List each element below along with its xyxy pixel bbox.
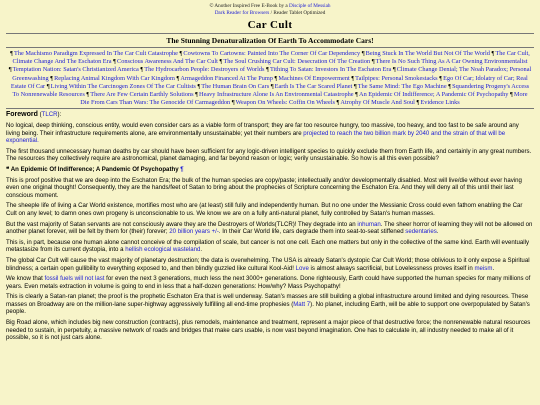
toc-pilcrow: ¶ xyxy=(274,74,278,82)
toc-pilcrow: ¶ xyxy=(113,58,116,66)
projection-link[interactable]: projected to reach the two billion mark by 2040 and the strain of that will be exponential. xyxy=(6,129,506,145)
toc-link[interactable]: Replacing Animal Kingdom With Car Kingdom xyxy=(54,74,175,82)
paragraph xyxy=(6,293,534,316)
toc-pilcrow: ¶ xyxy=(355,91,359,99)
toc-link[interactable]: The Car Cult, Climate Change And The Eschaton Era xyxy=(12,50,530,66)
page-subtitle: The Stunning Denaturalization Of Earth To Accommodate Cars! xyxy=(166,36,374,45)
pilcrow-link[interactable]: ¶ xyxy=(180,165,184,173)
matt-7-link[interactable]: Matt 7 xyxy=(293,300,311,308)
quote-marker: ❝ xyxy=(6,165,10,173)
paragraph xyxy=(6,122,534,145)
toc-pilcrow: ¶ xyxy=(392,66,396,74)
inhuman-link[interactable]: inhuman xyxy=(357,220,381,228)
toc-pilcrow: ¶ xyxy=(270,82,274,90)
toc-link[interactable]: Weapon On Wheels: Coffin On Wheels xyxy=(235,99,335,107)
toc-link[interactable]: Machines Of Empowerment xyxy=(278,74,350,82)
toc-link[interactable]: The Machismo Paradigm Expressed In The Car Cult Catastrophe xyxy=(14,50,178,57)
wasteland-link[interactable]: hellish ecological wasteland xyxy=(125,246,201,254)
text: . xyxy=(436,228,439,236)
text: . xyxy=(492,264,495,272)
toc-link[interactable]: Temptation Nation: Satan's Christianized America xyxy=(12,66,139,74)
toc-link[interactable]: Ego Of Car; Idolatry of Car; Real Estate Of Car xyxy=(10,74,528,90)
toc-link[interactable]: Climate Change Denial; The Noah Paradox; Personal Greenwashing xyxy=(12,66,532,82)
text: But the vast majority of Satan servants are not consciously aware they are the Destroyers of Worlds(TLCR)! They degrade into an xyxy=(6,220,358,228)
toc-link[interactable]: There Are Few Certain Earthly Solutions xyxy=(90,91,194,99)
billion-years-link[interactable]: 20 billion years +/- xyxy=(169,228,219,236)
love-link[interactable]: Love xyxy=(295,264,309,272)
credit-text: © Another Inspired Free E-Book by a xyxy=(209,3,290,9)
divider xyxy=(6,47,534,48)
toc-pilcrow: ¶ xyxy=(371,58,375,66)
toc-pilcrow: ¶ xyxy=(140,66,144,74)
dark-reader-link[interactable]: Dark Reader for Browsers xyxy=(214,9,270,16)
text: for even the next 3 generations, much less the next 3000+ generations. Done righteously, Earth could have supported the human species for many millions of years. Even metals extraction in volume is going to end in less that a half-dozen generations: How/why? Mass Psychopathy! xyxy=(6,275,531,290)
toc-link[interactable]: There Is No Such Thing As A Car Owning Environmentalist xyxy=(375,58,528,66)
fossil-fuels-link[interactable]: fossil fuels will not last xyxy=(44,275,105,283)
toc-pilcrow: ¶ xyxy=(195,91,199,99)
toc-link[interactable]: Conscious Awareness And The Car Cult xyxy=(117,58,218,66)
toc-pilcrow: ¶ xyxy=(416,99,420,107)
meism-link[interactable]: meism xyxy=(474,264,493,272)
toc-link[interactable]: Living Within The Carcinogen Zones Of The Car Cultists xyxy=(50,82,196,90)
toc-pilcrow: ¶ xyxy=(439,74,443,82)
toc-link[interactable]: Atrophy Of Muscle And Soul xyxy=(340,99,415,107)
text: The global Car Cult will cause the vast majority of planetary destruction; the data is overwhelming. The USA is already Satan's dystopic Car Cult World; those oblivious to it only expose a Spiritual blindness; a certain open gullibility to everything exposed to, and then blindly guzzled like cultural Kool-Aid! xyxy=(6,256,530,272)
text: . xyxy=(200,246,203,254)
paragraph: The sheeple life of living a Car World existence, mortifies most who are (at least) still fully and independently human. But no one under the Messianic Cross could even fathom enabling the Car Cult on any level; to damn ones own progeny is unconscionable to us. We know we are on a fully anti-natural planet, fully controlled by Satan's human masses. xyxy=(6,202,523,217)
tlcr-link[interactable]: TLCR xyxy=(41,111,58,119)
table-of-contents xyxy=(6,50,534,107)
text: This is clearly a Satan-ran planet; the proof is the prophetic Eschaton Era that is well underway. Satan's masses are still building a global infrastructure around limited and dying resources. These masses on Broadway are on the million-lane super-highway aggressively fulfilling all end-time prophesies ( xyxy=(6,293,529,308)
toc-pilcrow: ¶ xyxy=(179,50,183,57)
toc-pilcrow: ¶ xyxy=(336,99,340,107)
toc-link[interactable]: An Epidemic Of Indifference; A Pandemic Of Psychopathy xyxy=(359,91,509,99)
section-heading xyxy=(6,166,534,174)
paragraph: This is proof positive that we are deep into the Eschaton Era; the bulk of the human species are copy/paste; intellectually and/or developmentally disabled. Most will live/die without ever having even one original thought! Consequently, they are the hands/feet of Satan to bring about the prophecies of Scripture concerning the Eschaton Era. And they will deny all of this until their last conscious moment. xyxy=(6,176,522,199)
toc-link[interactable]: The Hydrocarbon People: Destroyers of Worlds xyxy=(144,66,265,74)
section-title: An Epidemic Of Indifference; A Pandemic Of Psychopathy xyxy=(9,165,181,173)
divider xyxy=(6,33,534,34)
paren: ( xyxy=(37,111,42,119)
toc-pilcrow: ¶ xyxy=(50,74,54,82)
toc-pilcrow: ¶ xyxy=(448,82,452,90)
toc-pilcrow: ¶ xyxy=(266,66,269,74)
toc-link[interactable]: Heavy Infrastructure Alone Is An Environmental Catastrophe xyxy=(199,91,354,99)
paragraph xyxy=(6,257,534,272)
paragraph xyxy=(6,239,534,254)
toc-pilcrow: ¶ xyxy=(8,66,12,74)
foreword-label: Foreword xyxy=(6,111,38,119)
text: We know that xyxy=(6,275,45,283)
credit-block xyxy=(6,3,534,16)
divider xyxy=(6,108,534,109)
text: . In their Car World life, cars degrade them into seat-to-seat stiffened xyxy=(218,228,406,236)
toc-link[interactable]: Tailpipes: Personal Smokestacks xyxy=(355,74,438,82)
toc-pilcrow: ¶ xyxy=(46,82,50,90)
foreword-heading xyxy=(6,111,534,119)
toc-pilcrow: ¶ xyxy=(219,58,223,66)
text: No logical, deep thinking, conscious entity, would even consider cars as a viable form of transport; they are far too resource hungry, too massive, too heavy, and too fast to be safe around any living being. Their infrastructure requirements alone, are environmentally unsustainable; yet their numbers are xyxy=(6,122,519,137)
toc-pilcrow: ¶ xyxy=(197,82,201,90)
toc-link[interactable]: More Die From Cars Than Wars: The Genocide Of Carmageddon xyxy=(80,91,528,107)
article-body xyxy=(6,111,534,341)
text: This is, in part, because one human alone cannot conceive of the compilation of scale, but cancer is not one cell. Each one matters but only in the collective of the same kind. Earth will eventually metastasize from its current dystopia, into a xyxy=(6,238,530,254)
toc-link[interactable]: The Same Mind: The Ego Machine xyxy=(357,82,447,90)
toc-pilcrow: ¶ xyxy=(176,74,180,82)
toc-link[interactable]: Being Stuck In The World But Not Of The World xyxy=(365,50,490,57)
toc-pilcrow: ¶ xyxy=(231,99,235,107)
toc-link[interactable]: The Soul Crushing Car Cult: Desecration Of The Creation xyxy=(223,58,371,66)
paragraph: Big Road alone, which includes big new construction (contracts), plus remodels, maintenance and treatment, represent a major piece of that destructive force; the nonrenewable natural resources needed to sustain, in perpetuity, a massive network of roads and bridges that make cars usable, is now vast beyond imagination. One has to calculate in, all industry needed to make all of it possible, so it is not just cars alone. xyxy=(6,319,531,342)
toc-pilcrow: ¶ xyxy=(351,74,355,82)
toc-link[interactable]: Tithing To Satan: Investors In The Eschaton Era xyxy=(269,66,392,74)
text: ). No planet, including Earth, will be able to support one overpopulated by Satan's people. xyxy=(6,300,530,316)
paragraph: The first thousand unnecessary human deaths by car should have been sufficient for any logic-driven intelligent species to quickly exclude them from Earth life, and certainly in any great numbers. The resources they collectively require are astronomical, planet damaging, and far beyond reason or logic; verily unsustainable. So how is all this even possible? xyxy=(6,147,532,163)
toc-pilcrow: ¶ xyxy=(353,82,357,90)
paragraph xyxy=(6,221,534,236)
disciple-link[interactable]: Disciple of Messiah xyxy=(289,3,331,9)
toc-link[interactable]: Evidence Links xyxy=(420,99,460,107)
credit-line-2 xyxy=(6,10,534,17)
text: is almost always sacrificial, but Lovelessness proves itself in xyxy=(308,264,475,272)
toc-link[interactable]: The Human Brain On Cars xyxy=(201,82,270,90)
paren: ): xyxy=(57,111,62,119)
toc-pilcrow: ¶ xyxy=(361,50,365,57)
toc-link[interactable]: Armageddon Financed At The Pump xyxy=(180,74,273,82)
toc-link[interactable]: Earth Is The Car Scared Planet xyxy=(274,82,353,90)
sedentaries-link[interactable]: sedentaries xyxy=(405,228,437,236)
page-title: Car Cult xyxy=(247,19,293,31)
toc-link[interactable]: Cowtowns To Cartowns: Painted Into The Corner Of Car Dependency xyxy=(183,50,361,57)
toc-pilcrow: ¶ xyxy=(510,91,513,99)
toc-pilcrow: ¶ xyxy=(491,50,495,57)
toc-pilcrow: ¶ xyxy=(10,50,14,57)
text: . The sheer horror of learning they will not be allowed on another planet forever, will be felt by them for (their) forever; xyxy=(6,220,533,236)
paragraph xyxy=(6,275,534,290)
toc-pilcrow: ¶ xyxy=(86,91,90,99)
toc-link[interactable]: Squandering Progeny's Access To Nonrenewable Resources xyxy=(12,82,530,99)
credit-text-2: / Reader Tablet Optimized xyxy=(269,9,326,16)
